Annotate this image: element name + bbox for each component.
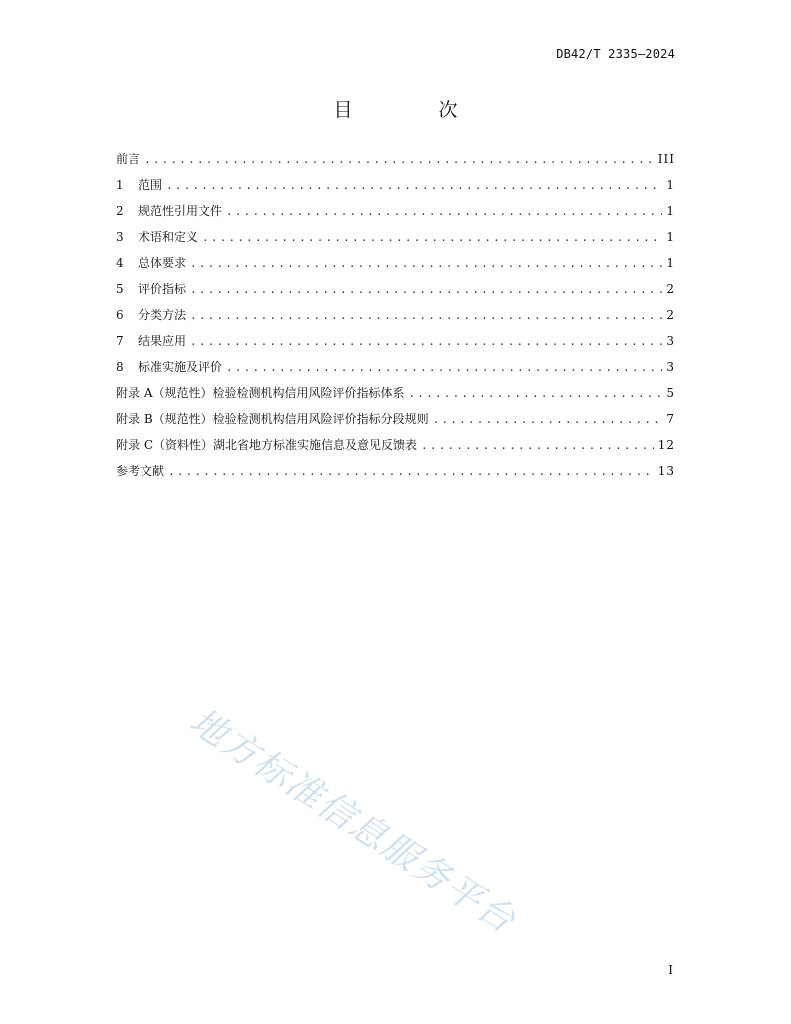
toc-entry-label	[116, 254, 186, 271]
toc-entry-label	[116, 358, 222, 375]
toc-entry[interactable]	[116, 332, 675, 358]
toc-entry[interactable]	[116, 306, 675, 332]
toc-leader-dots	[226, 361, 662, 374]
toc-entry-label	[116, 280, 186, 297]
toc-entry-text: 评价指标	[138, 282, 187, 296]
toc-entry-label	[116, 410, 429, 427]
toc-entry-text: 范围	[138, 178, 163, 192]
toc-entry-number: 1	[116, 178, 124, 192]
toc-entry[interactable]	[116, 358, 675, 384]
toc-entry-text: 术语和定义	[138, 230, 199, 244]
toc-entry-text: 分类方法	[138, 308, 187, 322]
toc-entry-page: 3	[666, 360, 675, 374]
toc-leader-dots	[190, 283, 662, 296]
toc-entry-page: 2	[666, 308, 675, 322]
toc-leader-dots	[166, 179, 662, 192]
toc-entry-page: 1	[666, 178, 675, 192]
toc-entry-page: 1	[666, 230, 675, 244]
toc-entry-text: 附录 A（规范性）检验检测机构信用风险评价指标体系	[116, 386, 405, 400]
toc-entry-text: 参考文献	[116, 464, 165, 478]
toc-entry[interactable]	[116, 150, 675, 176]
toc-entry[interactable]	[116, 462, 675, 488]
toc-entry-number: 3	[116, 230, 124, 244]
toc-entry[interactable]	[116, 176, 675, 202]
toc-entry-page: 2	[666, 282, 675, 296]
toc-entry-text: 总体要求	[138, 256, 187, 270]
toc-entry-page: 12	[657, 438, 675, 452]
toc-entry-page: 1	[666, 204, 675, 218]
toc-leader-dots	[190, 309, 662, 322]
toc-entry-number: 4	[116, 256, 124, 270]
toc-leader-dots	[168, 465, 654, 478]
toc-entry-label	[116, 436, 417, 453]
table-of-contents	[116, 150, 675, 488]
page-number: I	[668, 963, 673, 977]
toc-entry-page: 7	[666, 412, 675, 426]
toc-entry[interactable]	[116, 436, 675, 462]
toc-leader-dots	[202, 231, 662, 244]
toc-leader-dots	[226, 205, 662, 218]
toc-entry-number: 5	[116, 282, 124, 296]
toc-entry-text: 规范性引用文件	[138, 204, 223, 218]
toc-entry-label	[116, 228, 198, 245]
toc-entry-text: 标准实施及评价	[138, 360, 223, 374]
toc-entry-number: 7	[116, 334, 124, 348]
toc-leader-dots	[408, 387, 662, 400]
toc-leader-dots	[433, 413, 663, 426]
toc-entry-number: 8	[116, 360, 124, 374]
toc-entry[interactable]	[116, 410, 675, 436]
toc-entry[interactable]	[116, 202, 675, 228]
toc-entry-page: 3	[666, 334, 675, 348]
toc-entry-page: 5	[666, 386, 675, 400]
document-code: DB42/T 2335—2024	[556, 47, 675, 61]
toc-leader-dots	[421, 439, 654, 452]
toc-entry-text: 附录 C（资料性）湖北省地方标准实施信息及意见反馈表	[116, 438, 417, 452]
toc-entry-number: 2	[116, 204, 124, 218]
toc-entry-label	[116, 462, 164, 479]
toc-entry-text: 附录 B（规范性）检验检测机构信用风险评价指标分段规则	[116, 412, 429, 426]
toc-entry-label	[116, 176, 162, 193]
watermark: 地方标准信息服务平台	[182, 700, 524, 943]
toc-entry[interactable]	[116, 280, 675, 306]
toc-entry-label	[116, 306, 186, 323]
toc-entry[interactable]	[116, 254, 675, 280]
toc-leader-dots	[190, 335, 662, 348]
toc-leader-dots	[190, 257, 662, 270]
toc-entry-text: 前言	[116, 152, 141, 166]
toc-entry[interactable]	[116, 228, 675, 254]
toc-leader-dots	[144, 153, 654, 166]
toc-entry-text: 结果应用	[138, 334, 187, 348]
toc-title: 目 次	[333, 99, 498, 121]
toc-entry-page: 13	[657, 464, 675, 478]
toc-entry-page: III	[657, 152, 675, 166]
toc-entry-label	[116, 150, 140, 167]
toc-entry[interactable]	[116, 384, 675, 410]
toc-entry-number: 6	[116, 308, 124, 322]
toc-entry-page: 1	[666, 256, 675, 270]
toc-entry-label	[116, 202, 222, 219]
toc-entry-label	[116, 384, 404, 401]
toc-entry-label	[116, 332, 186, 349]
